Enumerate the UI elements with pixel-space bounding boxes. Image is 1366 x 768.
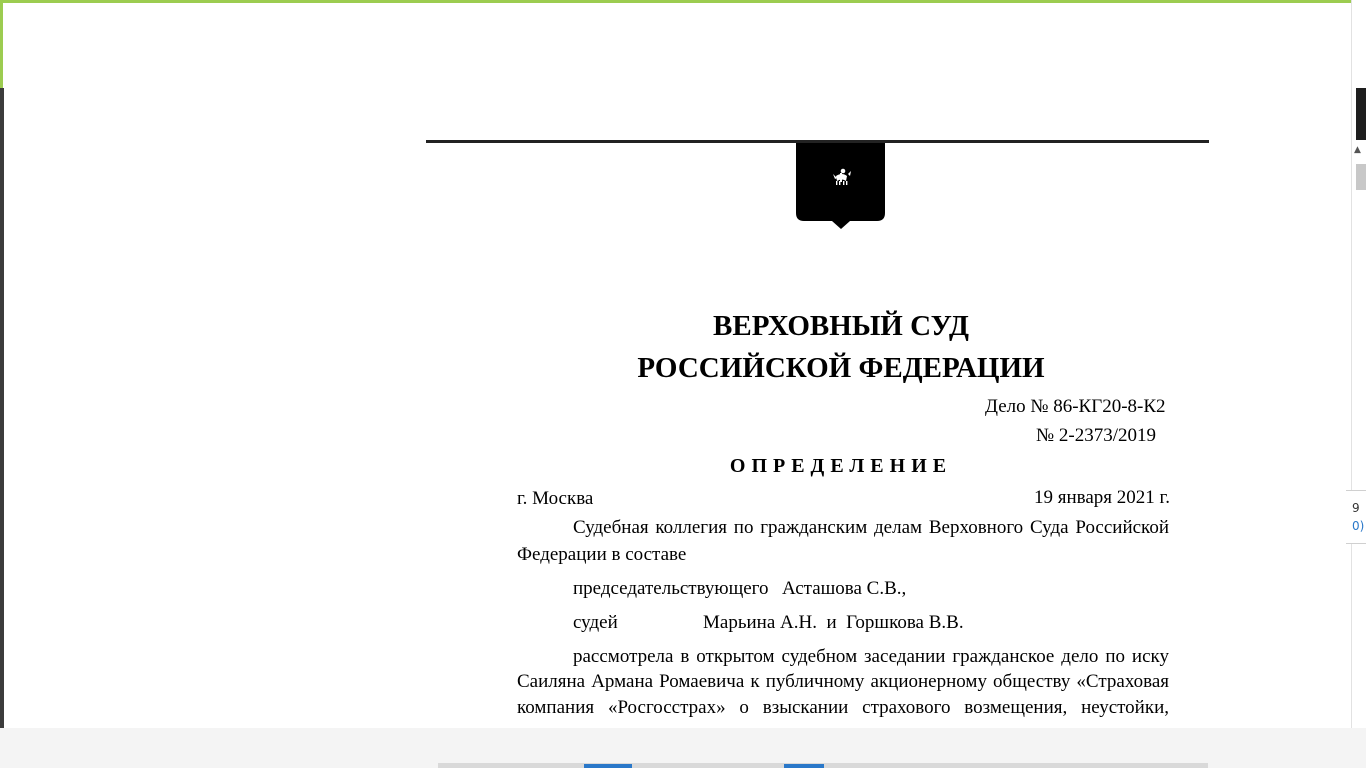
scrollbar-thumb[interactable] bbox=[1356, 164, 1366, 190]
lower-case-number: № 2-2373/2019 bbox=[1036, 425, 1156, 446]
paragraph-2-line-2: Саиляна Армана Ромаевича к публичному акционерному обществу «Страховая bbox=[517, 671, 1169, 692]
judges-label: судей bbox=[573, 612, 618, 633]
document-title: ОПРЕДЕЛЕНИЕ bbox=[729, 455, 953, 477]
bottom-area bbox=[0, 728, 1366, 768]
bottom-tab-indicator-2[interactable] bbox=[784, 764, 824, 768]
date: 19 января 2021 г. bbox=[1034, 487, 1170, 508]
judges-names: Марьина А.Н. и Горшкова В.В. bbox=[703, 612, 964, 633]
court-name-line2: РОССИЙСКОЙ ФЕДЕРАЦИИ bbox=[637, 352, 1045, 384]
case-number: Дело № 86-КГ20-8-К2 bbox=[985, 396, 1166, 417]
side-widget-line2[interactable]: 0) bbox=[1352, 519, 1365, 533]
paragraph-2-line-3: компания «Росгосстрах» о взыскании страхового возмещения, неустойки, bbox=[517, 697, 1169, 718]
paragraph-1-line-2: Федерации в составе bbox=[517, 544, 687, 565]
coat-of-arms-icon bbox=[796, 143, 886, 229]
right-edge-panel bbox=[1356, 88, 1366, 140]
paragraph-1-line-1: Судебная коллегия по гражданским делам Верховного Суда Российской bbox=[573, 517, 1169, 538]
side-widget[interactable] bbox=[1346, 490, 1366, 544]
city: г. Москва bbox=[517, 488, 594, 509]
court-name-line1: ВЕРХОВНЫЙ СУД bbox=[713, 310, 969, 342]
side-widget-line1: 9 bbox=[1352, 501, 1360, 515]
presiding-name: Асташова С.В., bbox=[782, 578, 907, 599]
window-left-edge bbox=[0, 88, 4, 728]
paragraph-2-line-1: рассмотрела в открытом судебном заседании гражданское дело по иску bbox=[573, 646, 1169, 667]
presiding-label: председательствующего bbox=[573, 578, 769, 599]
bottom-tab-indicator[interactable] bbox=[584, 764, 632, 768]
scroll-up-icon[interactable]: ▲ bbox=[1354, 145, 1361, 155]
